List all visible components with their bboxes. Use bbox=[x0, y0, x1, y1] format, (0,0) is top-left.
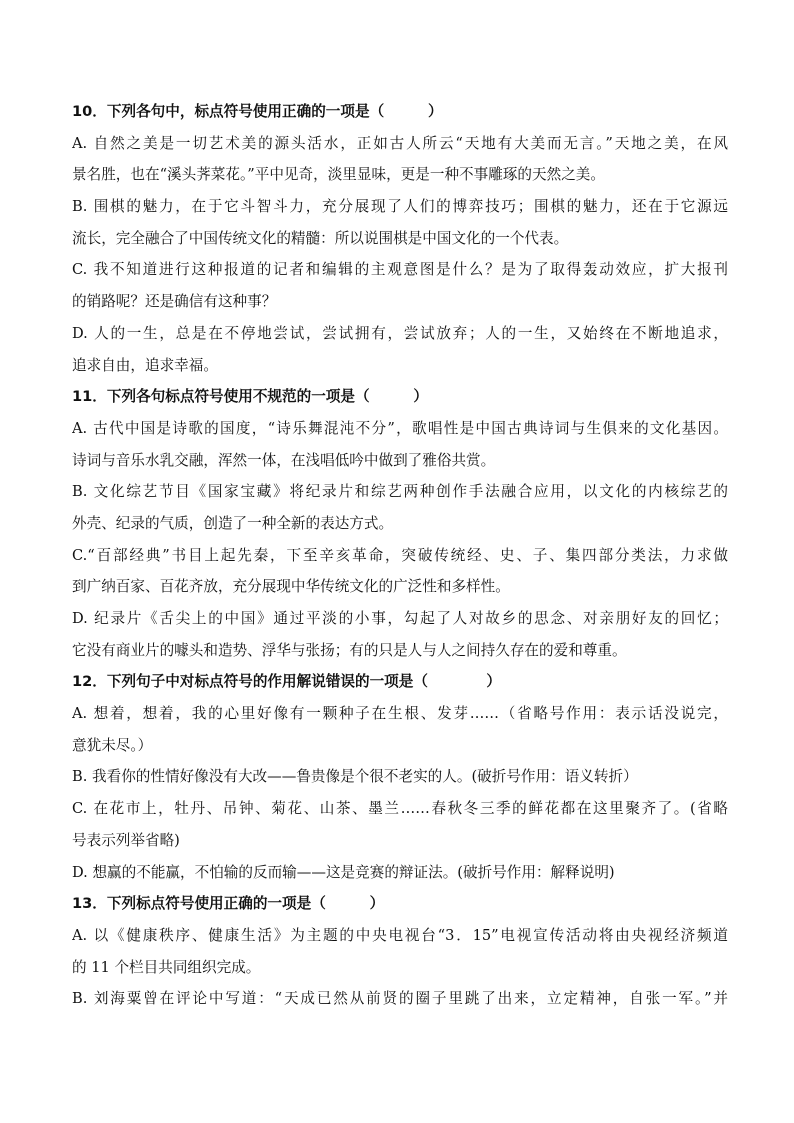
option-line: D. 人的一生，总是在不停地尝试，尝试拥有，尝试放弃；人的一生，又始终在不断地追求， bbox=[72, 324, 728, 342]
option-line: 到广纳百家、百花齐放，充分展现中华传统文化的广泛性和多样性。 bbox=[72, 578, 510, 596]
question-12 bbox=[72, 666, 728, 888]
option-line: 流长，完全融合了中国传统文化的精髓：所以说围棋是中国文化的一个代表。 bbox=[72, 229, 569, 247]
option-line: 意犹未尽。） bbox=[72, 736, 153, 754]
option-line: D. 纪录片《舌尖上的中国》通过平淡的小事，勾起了人对故乡的思念、对亲朋好友的回忆； bbox=[72, 610, 728, 627]
option-line: 追求自由，追求幸福。 bbox=[72, 356, 218, 374]
option-line: A. 以《健康秩序、健康生活》为主题的中央电视台“3．15”电视宣传活动将由央视经济频道 bbox=[72, 926, 728, 944]
question-10 bbox=[72, 96, 728, 381]
option-line: B. 我看你的性情好像没有大改——鲁贵像是个很不老实的人。(破折号作用：语义转折） bbox=[72, 768, 638, 786]
option-line: C. 我不知道进行这种报道的记者和编辑的主观意图是什么？是为了取得轰动效应，扩大报刊 bbox=[72, 261, 728, 279]
question-title: 11．下列各句标点符号使用不规范的一项是（ ） bbox=[72, 388, 428, 406]
option-line: A. 古代中国是诗歌的国度，“诗乐舞混沌不分”，歌唱性是中国古典诗词与生俱来的文化基因。 bbox=[72, 419, 728, 437]
question-title: 10．下列各句中，标点符号使用正确的一项是（ ） bbox=[72, 103, 443, 120]
option-line: B. 刘海粟曾在评论中写道：“天成已然从前贤的圈子里跳了出来，立定精神，自张一军。”并 bbox=[72, 990, 728, 1008]
option-line: 它没有商业片的噱头和造势、浮华与张扬；有的只是人与人之间持久存在的爱和尊重。 bbox=[72, 641, 627, 659]
question-title: 12．下列句子中对标点符号的作用解说错误的一项是（ ） bbox=[72, 673, 501, 691]
option-line: C. 在花市上，牡丹、吊钟、菊花、山茶、墨兰……春秋冬三季的鲜花都在这里聚齐了。(省略 bbox=[72, 800, 728, 818]
document-page bbox=[72, 96, 728, 1015]
option-line: B. 围棋的魅力，在于它斗智斗力，充分展现了人们的博弈技巧；围棋的魅力，还在于它源远 bbox=[72, 198, 728, 216]
question-11 bbox=[72, 381, 728, 666]
option-line: D. 想赢的不能赢，不怕输的反而输——这是竞赛的辩证法。(破折号作用：解释说明) bbox=[72, 863, 615, 881]
option-line: 的 11 个栏目共同组织完成。 bbox=[72, 958, 261, 976]
option-line: 外壳、纪录的气质，创造了一种全新的表达方式。 bbox=[72, 514, 394, 532]
option-line: A. 自然之美是一切艺术美的源头活水，正如古人所云“天地有大美而无言。”天地之美，在风 bbox=[72, 134, 728, 152]
option-line: A. 想着，想着，我的心里好像有一颗种子在生根、发芽……（省略号作用：表示话没说完， bbox=[72, 705, 728, 723]
question-13 bbox=[72, 888, 728, 1015]
option-line: 号表示列举省略) bbox=[72, 831, 180, 849]
option-line: 景名胜，也在“溪头荠菜花。”平中见奇，淡里显味，更是一种不事雕琢的天然之美。 bbox=[72, 166, 605, 184]
question-title: 13．下列标点符号使用正确的一项是（ ） bbox=[72, 895, 385, 913]
option-line: B. 文化综艺节目《国家宝藏》将纪录片和综艺两种创作手法融合应用，以文化的内核综艺的 bbox=[72, 483, 728, 501]
option-line: 诗词与音乐水乳交融，浑然一体，在浅唱低吟中做到了雅俗共赏。 bbox=[72, 451, 496, 469]
option-line: 的销路呢？还是确信有这种事？ bbox=[72, 293, 277, 311]
option-line: C.“百部经典”书目上起先秦，下至辛亥革命，突破传统经、史、子、集四部分类法，力求做 bbox=[72, 546, 728, 564]
